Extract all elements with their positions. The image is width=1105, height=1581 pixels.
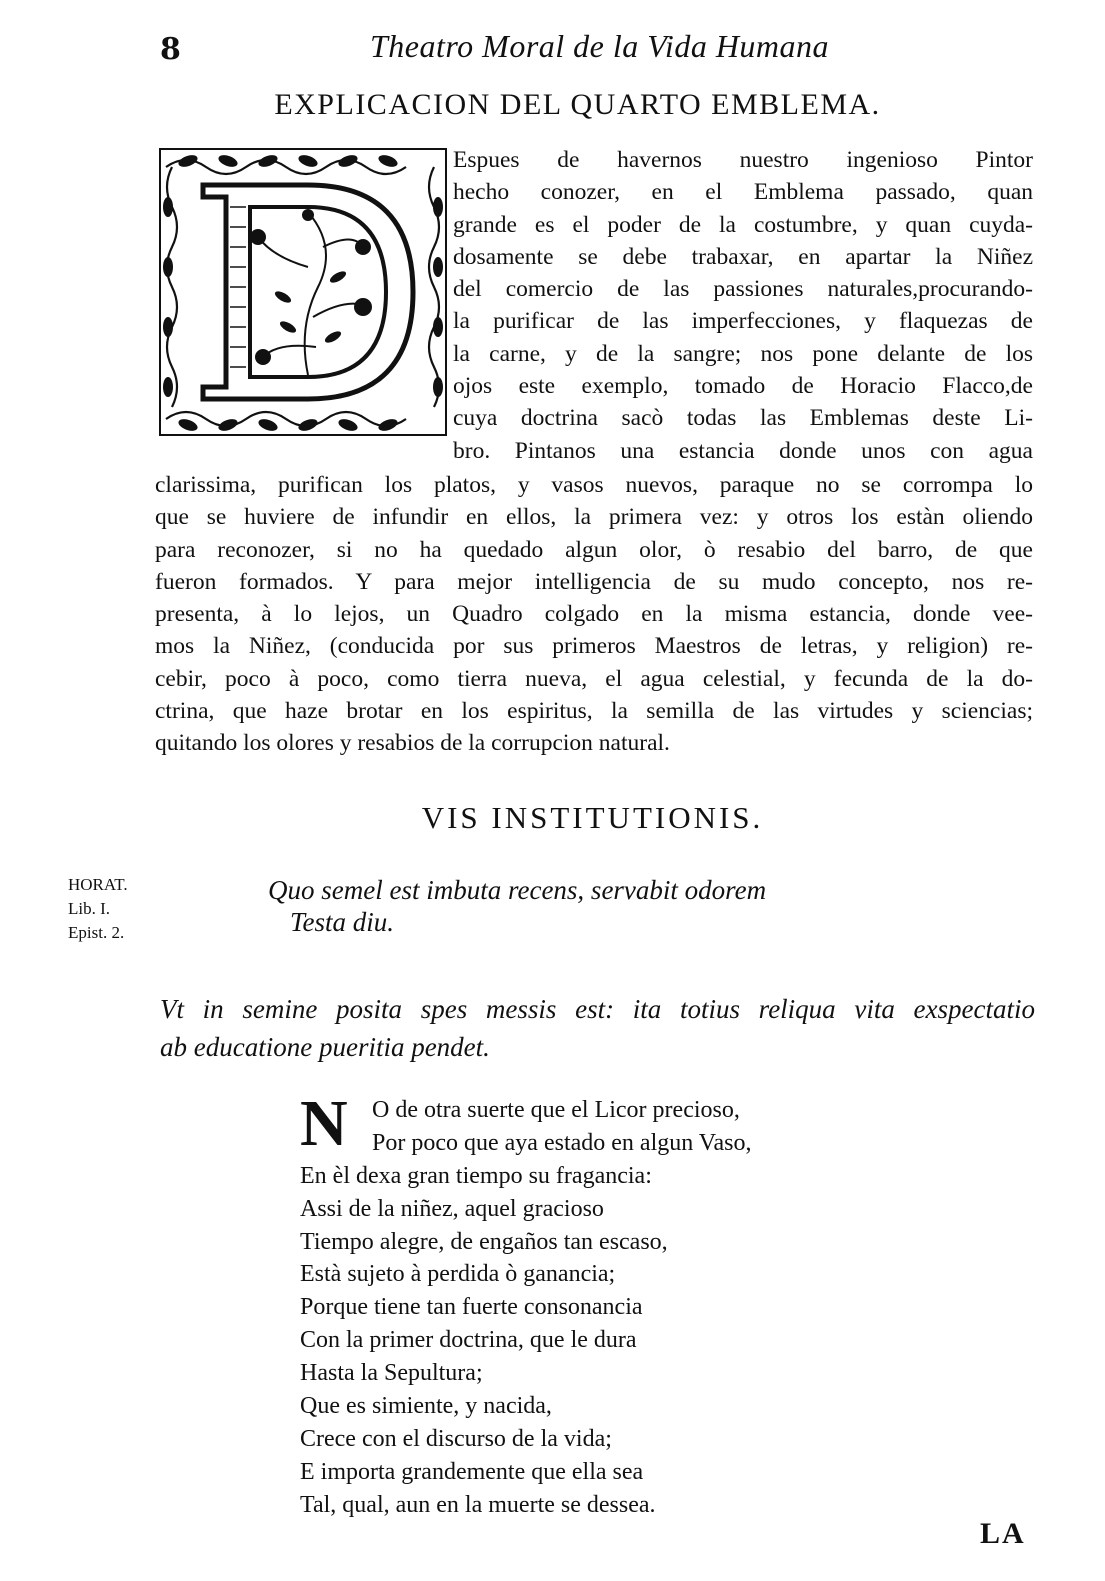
poem-line: Hasta la Sepultura;	[300, 1360, 483, 1387]
text-line: mos la Niñez, (conducida por sus primeros Maestros de letras, y religion) re-	[155, 633, 1033, 660]
poem-line: Por poco que aya estado en algun Vaso,	[372, 1129, 752, 1156]
paragraph-full-width	[155, 469, 1033, 760]
text-line: del comercio de las passiones naturales,procurando-	[453, 276, 1033, 303]
poem	[300, 1087, 920, 1522]
poem-line: Tiempo alegre, de engaños tan escaso,	[300, 1228, 668, 1255]
text-line: presenta, à lo lejos, un Quadro colgado en la misma estancia, donde vee-	[155, 601, 1033, 628]
latin-maxim	[160, 990, 1035, 1066]
poem-line: E importa grandemente que ella sea	[300, 1458, 644, 1485]
poem-line: Con la primer doctrina, que le dura	[300, 1327, 637, 1354]
text-line: Espues de havernos nuestro ingenioso Pintor	[453, 147, 1033, 173]
poem-line: Tal, qual, aun en la muerte se dessea.	[300, 1491, 656, 1518]
text-line: cuya doctrina sacò todas las Emblemas deste Li-	[453, 405, 1033, 432]
text-line: quitando los olores y resabios de la corrupcion natural.	[155, 730, 670, 757]
citation-line: HORAT.	[68, 875, 128, 894]
paragraph-beside-dropcap	[453, 144, 1033, 467]
text-line: que se huviere de infundir en ellos, la primera vez: y otros los estàn oliendo	[155, 504, 1033, 531]
poem-line: Crece con el discurso de la vida;	[300, 1425, 612, 1452]
poem-line: Està sujeto à perdida ò ganancia;	[300, 1261, 616, 1288]
section-heading-vis-institutionis: VIS INSTITUTIONIS.	[421, 800, 764, 835]
text-line: ctrina, que haze brotar en los espiritus, la semilla de las virtudes y sciencias;	[155, 698, 1033, 725]
citation-line: Epist. 2.	[68, 923, 125, 942]
text-line: bro. Pintanos una estancia donde unos con agua	[453, 437, 1033, 464]
page-number: 8	[160, 32, 181, 67]
poem-dropcap: N	[300, 1087, 348, 1160]
text-line: dosamente se debe trabaxar, en apartar la Niñez	[453, 243, 1033, 270]
text-line: la purificar de las imperfecciones, y flaquezas de	[453, 308, 1033, 335]
poem-line: Porque tiene tan fuerte consonancia	[300, 1294, 643, 1321]
poem-line: Que es simiente, y nacida,	[300, 1393, 552, 1420]
floral-initial-icon	[158, 147, 448, 437]
ornamental-dropcap-d	[158, 147, 448, 437]
text-line: hecho conozer, en el Emblema passado, quan	[453, 179, 1033, 206]
text-line: fueron formados. Y para mejor intelligencia de su mudo concepto, nos re-	[155, 568, 1033, 595]
maxim-line: ab educatione pueritia pendet.	[160, 1032, 490, 1062]
marginal-citation	[68, 873, 158, 945]
horace-quote	[268, 874, 968, 938]
running-title: Theatro Moral de la Vida Humana	[370, 28, 830, 64]
citation-line: Lib. I.	[68, 899, 111, 918]
poem-line: O de otra suerte que el Licor precioso,	[372, 1097, 740, 1123]
catchword: LA	[980, 1517, 1026, 1550]
text-line: cebir, poco à poco, como tierra nueva, el agua celestial, y fecunda de la do-	[155, 665, 1033, 692]
quote-line: Testa diu.	[290, 907, 395, 937]
text-line: clarissima, purifican los platos, y vasos nuevos, paraque no se corrompa lo	[155, 472, 1033, 498]
running-head	[160, 28, 1040, 68]
text-line: grande es el poder de la costumbre, y quan cuyda-	[453, 211, 1033, 238]
text-line: para reconozer, si no ha quedado algun olor, ò resabio del barro, de que	[155, 536, 1033, 563]
maxim-line: Vt in semine posita spes messis est: ita totius reliqua vita exspectatio	[160, 994, 1035, 1024]
text-line: ojos este exemplo, tomado de Horacio Flacco,de	[453, 373, 1033, 400]
section-heading-explicacion: EXPLICACION DEL QUARTO EMBLEMA.	[274, 88, 881, 121]
poem-line: Assi de la niñez, aquel gracioso	[300, 1195, 604, 1222]
poem-line: En èl dexa gran tiempo su fragancia:	[300, 1162, 652, 1189]
quote-line: Quo semel est imbuta recens, servabit odorem	[268, 875, 767, 905]
text-line: la carne, y de la sangre; nos pone delante de los	[453, 340, 1033, 367]
